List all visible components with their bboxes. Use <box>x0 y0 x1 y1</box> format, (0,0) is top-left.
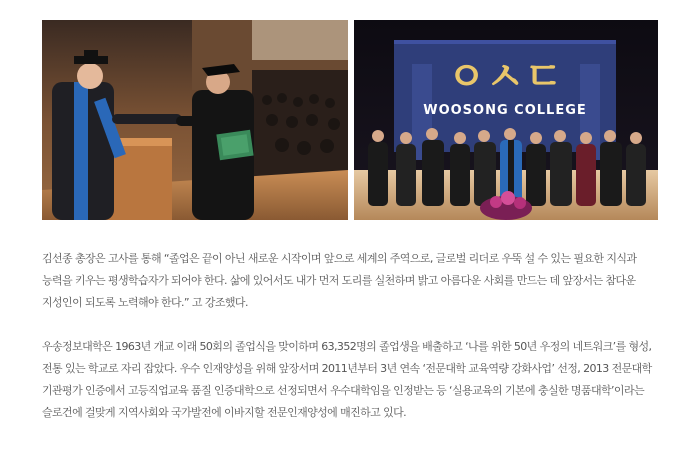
graduation-handover-photo <box>42 20 348 220</box>
faculty-stage-illustration <box>354 20 658 220</box>
paragraph-2-line-2: 전통 있는 학교로 자리 잡았다. 우수 인재양성을 위해 앞장서며 2011년부터 3년 연속 ‘전문대학 교육역량 강화사업’ 선정, 2013 전문대학 <box>42 362 652 375</box>
photo-gallery <box>42 20 658 220</box>
paragraph-1-line-2: 능력을 키우는 평생학습자가 되어야 한다. 삶에 있어서도 내가 먼저 도리를 실천하며 밝고 아름다운 사회를 만드는 데 앞장서는 참다운 <box>42 274 636 287</box>
college-name-text: WOOSONG COLLEGE <box>423 103 587 118</box>
paragraph-2-line-4: 슬로건에 걸맞게 지역사회와 국가발전에 이바지할 전문인재양성에 매진하고 있다. <box>42 406 407 419</box>
article-paragraph-1 <box>42 248 658 314</box>
paragraph-2-line-3: 기관평가 인증에서 고등직업교육 품질 인증대학으로 선정되면서 우수대학임을 인정받는 등 ‘실용교육의 기본에 충실한 명품대학’이라는 <box>42 384 645 397</box>
paragraph-2-line-1: 우송정보대학은 1963년 개교 이래 50회의 졸업식을 맞이하며 63,352명의 졸업생을 배출하고 ‘나를 위한 50년 우정의 네트워크’를 형성, <box>42 340 652 353</box>
college-logo-text: ㅇㅅㄷ <box>447 54 563 100</box>
faculty-stage-photo <box>354 20 658 220</box>
article-paragraph-2 <box>42 336 658 424</box>
graduation-handover-illustration <box>42 20 348 220</box>
article-body <box>42 248 658 424</box>
paragraph-1-line-3: 지성인이 되도록 노력해야 한다.” 고 강조했다. <box>42 296 248 309</box>
paragraph-1-line-1: 김선종 총장은 고사를 통해 “졸업은 끝이 아닌 새로운 시작이며 앞으로 세계의 주역으로, 글로벌 리더로 우뚝 설 수 있는 필요한 지식과 <box>42 252 637 265</box>
